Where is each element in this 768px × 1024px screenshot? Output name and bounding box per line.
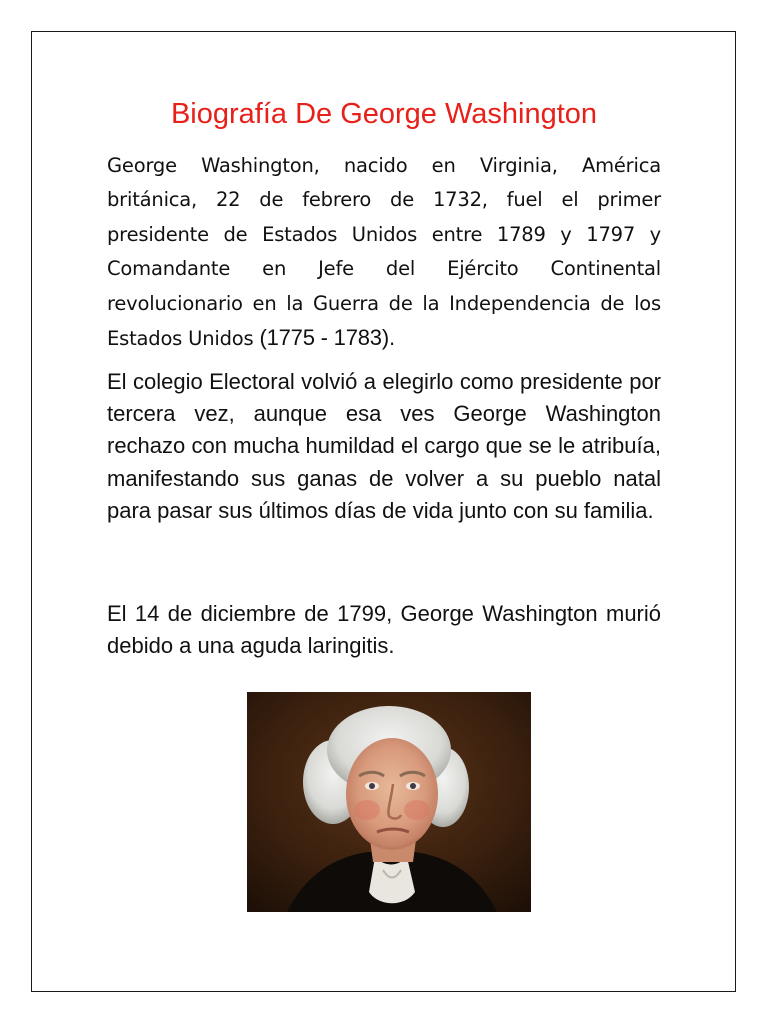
washington-portrait	[247, 692, 531, 912]
paragraph-1-years: (1775 - 1783)	[259, 325, 389, 351]
document-title: Biografía De George Washington	[170, 98, 598, 130]
biography-paragraph-1	[107, 149, 661, 356]
paragraph-1-end: .	[388, 327, 395, 351]
biography-paragraph-3: El 14 de diciembre de 1799, George Washington murió debido a una aguda laringitis.	[107, 601, 661, 659]
biography-paragraph-2: El colegio Electoral volvió a elegirlo como presidente por tercera vez, aunque esa ves George Washington rechazo con mucha humildad el cargo que se le atribuía, manifestando sus ganas de volver a su pueblo natal para pasar sus últimos días de vida junto con su familia.	[107, 369, 661, 523]
portrait-illustration	[247, 692, 531, 912]
paragraph-1-text: George Washington, nacido en Virginia, América británica, 22 de febrero de 1732, fuel el primer presidente de Estados Unidos entre 1789 y 1797 y Comandante en Jefe del Ejército Continental revolucionario en la Guerra de la Independencia de los Estados Unidos	[107, 154, 661, 351]
